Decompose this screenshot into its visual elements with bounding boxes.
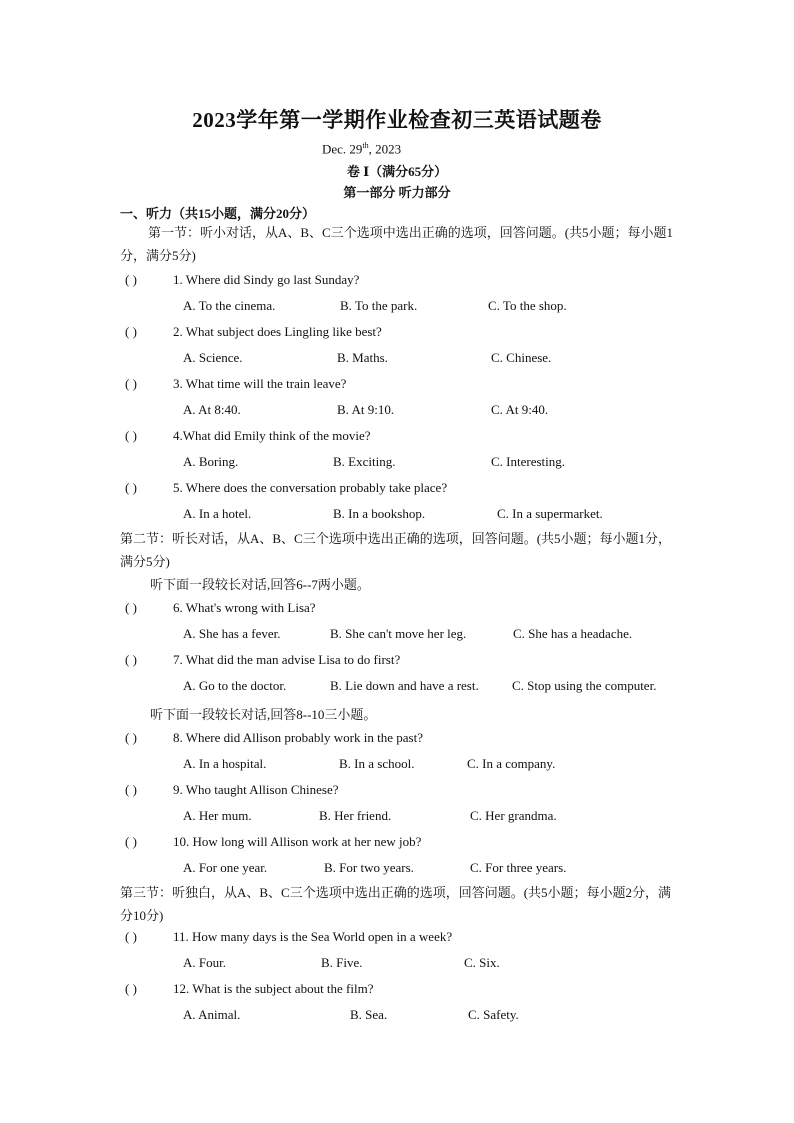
q12-option-c: C. Safety. xyxy=(468,1007,519,1022)
q12-option-b: B. Sea. xyxy=(350,1007,388,1022)
question-4: ( ) 4.What did Emily think of the movie? xyxy=(125,428,371,443)
note-q8-10: 听下面一段较长对话,回答8--10三小题。 xyxy=(150,707,377,722)
question-10: ( ) 10. How long will Allison work at her new job? xyxy=(125,834,422,849)
q6-option-b: B. She can't move her leg. xyxy=(330,626,467,641)
q7-option-a: A. Go to the doctor. xyxy=(183,678,287,693)
part2-intro: 第二节：听长对话，从A、B、C三个选项中选出正确的选项，回答问题。(共5小题；每小题1分，满分5分) xyxy=(120,531,672,569)
q10-option-a: A. For one year. xyxy=(183,860,268,875)
q12-option-a: A. Animal. xyxy=(183,1007,241,1022)
q3-option-c: C. At 9:40. xyxy=(491,402,549,417)
question-12: ( ) 12. What is the subject about the film? xyxy=(125,981,374,996)
q11-option-c: C. Six. xyxy=(464,955,500,970)
q8-option-a: A. In a hospital. xyxy=(183,756,267,771)
q4-option-a: A. Boring. xyxy=(183,454,239,469)
q8-option-b: B. In a school. xyxy=(339,756,415,771)
q10-option-b: B. For two years. xyxy=(324,860,414,875)
q4-option-c: C. Interesting. xyxy=(491,454,566,469)
exam-title: 2023学年第一学期作业检查初三英语试题卷 xyxy=(192,108,602,132)
q11-option-a: A. Four. xyxy=(183,955,226,970)
q6-option-a: A. She has a fever. xyxy=(183,626,281,641)
q7-option-b: B. Lie down and have a rest. xyxy=(330,678,479,693)
q5-option-a: A. In a hotel. xyxy=(183,506,252,521)
question-11: ( ) 11. How many days is the Sea World open in a week? xyxy=(125,929,453,944)
question-7: ( ) 7. What did the man advise Lisa to do first? xyxy=(125,652,401,667)
question-3: ( ) 3. What time will the train leave? xyxy=(125,376,347,391)
part3-intro: 第三节：听独白，从A、B、C三个选项中选出正确的选项，回答问题。(共5小题；每小题2分，满分10分) xyxy=(120,885,672,923)
paper-label: 卷 Ⅰ（满分65分） xyxy=(346,164,448,179)
q9-option-a: A. Her mum. xyxy=(183,808,252,823)
q7-option-c: C. Stop using the computer. xyxy=(512,678,657,693)
q3-option-a: A. At 8:40. xyxy=(183,402,241,417)
q10-option-c: C. For three years. xyxy=(470,860,567,875)
q2-option-c: C. Chinese. xyxy=(491,350,552,365)
q9-option-c: C. Her grandma. xyxy=(470,808,557,823)
question-6: ( ) 6. What's wrong with Lisa? xyxy=(125,600,316,615)
q5-option-c: C. In a supermarket. xyxy=(497,506,603,521)
q2-option-a: A. Science. xyxy=(183,350,243,365)
q9-option-b: B. Her friend. xyxy=(319,808,392,823)
q5-option-b: B. In a bookshop. xyxy=(333,506,426,521)
part1-intro: 第一节：听小对话，从A、B、C三个选项中选出正确的选项，回答问题。(共5小题；每小题1分，满分5分) xyxy=(120,225,674,263)
question-2: ( ) 2. What subject does Lingling like best? xyxy=(125,324,382,339)
q1-option-b: B. To the park. xyxy=(340,298,418,313)
question-1: ( ) 1. Where did Sindy go last Sunday? xyxy=(125,272,360,287)
note-q6-7: 听下面一段较长对话,回答6--7两小题。 xyxy=(150,577,370,592)
q4-option-b: B. Exciting. xyxy=(333,454,396,469)
q11-option-b: B. Five. xyxy=(321,955,363,970)
section-heading-listening: 一、听力（共15小题，满分20分） xyxy=(120,206,316,221)
q3-option-b: B. At 9:10. xyxy=(337,402,395,417)
q6-option-c: C. She has a headache. xyxy=(513,626,633,641)
q1-option-a: A. To the cinema. xyxy=(183,298,276,313)
question-9: ( ) 9. Who taught Allison Chinese? xyxy=(125,782,339,797)
part-label: 第一部分 听力部分 xyxy=(343,185,451,200)
question-8: ( ) 8. Where did Allison probably work in the past? xyxy=(125,730,423,745)
question-5: ( ) 5. Where does the conversation probably take place? xyxy=(125,480,448,495)
q8-option-c: C. In a company. xyxy=(467,756,556,771)
q2-option-b: B. Maths. xyxy=(337,350,388,365)
q1-option-c: C. To the shop. xyxy=(488,298,567,313)
exam-date: Dec. 29th, 2023 xyxy=(322,141,402,157)
